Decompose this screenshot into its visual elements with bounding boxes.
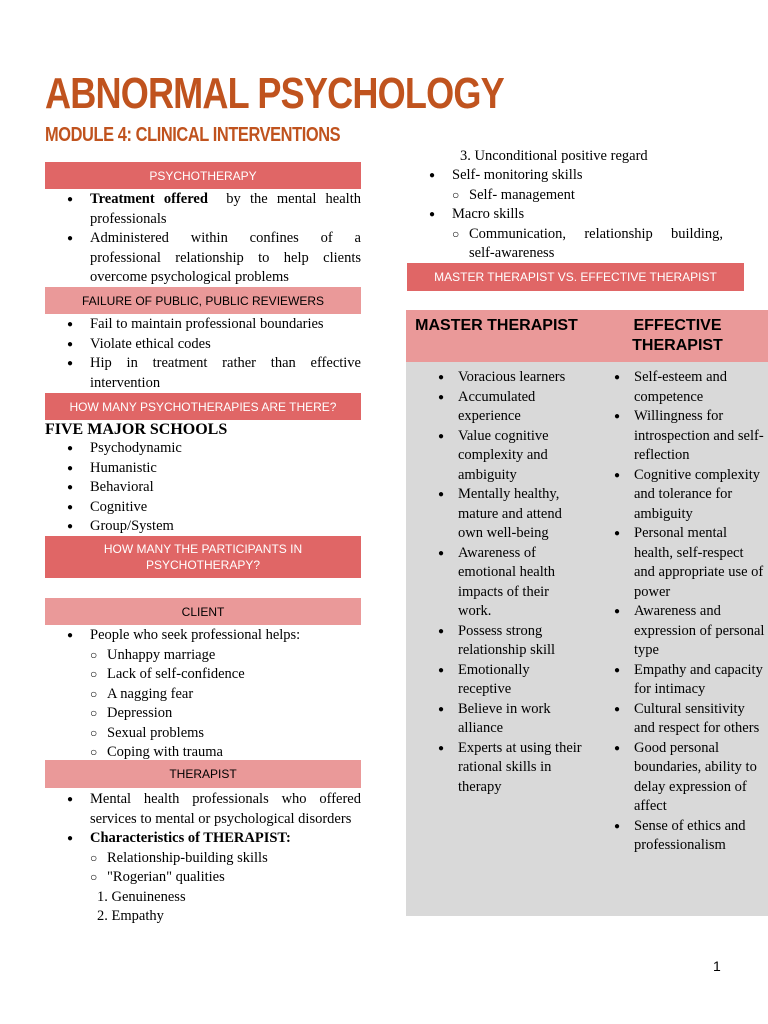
characteristics-sublist	[90, 849, 361, 927]
table-list-item: ● Awareness and expression of personal type	[612, 602, 766, 661]
list-item	[407, 166, 723, 205]
numbered-item: 1. Genuineness	[97, 888, 186, 905]
table-list-item: ● Good personal boundaries, ability to delay expression of affect	[612, 739, 766, 817]
list-item: ● Psychodynamic	[45, 439, 361, 459]
item-text: by the mental health professionals	[90, 191, 361, 227]
list-item: ● Mental health professionals who offered services to mental or psychological disorders	[45, 790, 361, 829]
therapist-list-continued	[407, 166, 723, 264]
client-heading: CLIENT	[45, 598, 361, 625]
table-list-item: ● Experts at using their rational skills in therapy	[436, 739, 586, 798]
item-text: "Rogerian" qualities	[107, 869, 225, 885]
how-many-heading: HOW MANY PSYCHOTHERAPIES ARE THERE?	[45, 393, 361, 420]
sub-item: ○ A nagging fear	[90, 685, 361, 705]
table-list-item: ● Personal mental health, self-respect and appropriate use of power	[612, 524, 766, 602]
table-list-item: ● Cognitive complexity and tolerance for ambiguity	[612, 466, 766, 525]
sub-item: ○ Sexual problems	[90, 724, 361, 744]
item-text: People who seek professional helps:	[90, 627, 301, 643]
table-list-item: ● Mentally healthy, mature and attend own well-being	[436, 485, 586, 544]
table-list-item: ● Believe in work alliance	[436, 700, 586, 739]
effective-therapist-header: EFFECTIVE THERAPIST	[632, 317, 723, 354]
table-list-item: ● Empathy and capacity for intimacy	[612, 661, 766, 700]
client-list	[45, 626, 361, 763]
list-item	[45, 626, 361, 763]
sub-item: ○ Self- management	[452, 186, 723, 206]
sub-item: ○ Relationship-building skills	[90, 849, 361, 869]
sub-item: ○ Communication, relationship building, self-awareness	[452, 225, 723, 264]
sub-item: ○ Lack of self-confidence	[90, 665, 361, 685]
list-item: ● Violate ethical codes	[45, 335, 361, 355]
five-schools-heading: FIVE MAJOR SCHOOLS	[45, 421, 228, 438]
list-item	[45, 829, 361, 927]
item-text: Self- monitoring skills	[452, 167, 583, 183]
numbered-item: 3. Unconditional positive regard	[460, 148, 648, 164]
characteristics-label: Characteristics of THERAPIST:	[90, 830, 291, 846]
table-list-item: ● Voracious learners	[436, 368, 586, 388]
document-title: ABNORMAL PSYCHOLOGY	[45, 69, 504, 118]
comparison-table-body	[406, 362, 768, 916]
list-item: ● Hip in treatment rather than effective intervention	[45, 354, 361, 393]
sub-item: ○ Unhappy marriage	[90, 646, 361, 666]
failure-list	[45, 315, 361, 393]
sublist	[452, 186, 723, 206]
numbered-item: 2. Empathy	[97, 908, 164, 924]
module-subtitle: MODULE 4: CLINICAL INTERVENTIONS	[45, 124, 341, 146]
comparison-heading: MASTER THERAPIST VS. EFFECTIVE THERAPIST	[407, 263, 744, 291]
psychotherapy-list	[45, 190, 361, 288]
failure-heading: FAILURE OF PUBLIC, PUBLIC REVIEWERS	[45, 287, 361, 314]
master-therapist-header: MASTER THERAPIST	[415, 317, 578, 334]
list-item: ● Administered within confines of a professional relationship to help clients overcome psychological problems	[45, 229, 361, 288]
sub-item: ○ Coping with trauma	[90, 743, 361, 763]
table-list-item: ● Self-esteem and competence	[612, 368, 766, 407]
list-item: ● Group/System	[45, 517, 361, 537]
client-sublist	[90, 646, 361, 763]
list-item	[407, 205, 723, 264]
list-item: ● Fail to maintain professional boundaries	[45, 315, 361, 335]
page-number: 1	[713, 958, 721, 974]
list-item: ● Behavioral	[45, 478, 361, 498]
list-item: ● Cognitive	[45, 498, 361, 518]
list-item: ● Humanistic	[45, 459, 361, 479]
effective-therapist-list	[612, 368, 766, 856]
therapist-heading: THERAPIST	[45, 760, 361, 788]
table-list-item: ● Cultural sensitivity and respect for others	[612, 700, 766, 739]
table-list-item: ● Sense of ethics and professionalism	[612, 817, 766, 856]
sublist	[452, 225, 723, 264]
comparison-table-header	[406, 310, 768, 362]
participants-heading: HOW MANY THE PARTICIPANTS IN PSYCHOTHERAPY?	[45, 536, 361, 578]
table-list-item: ● Emotionally receptive	[436, 661, 586, 700]
sub-item: ○ Depression	[90, 704, 361, 724]
list-item	[45, 190, 361, 229]
table-list-item: ● Possess strong relationship skill	[436, 622, 586, 661]
bold-term: Treatment offered	[90, 191, 208, 207]
table-list-item: ● Awareness of emotional health impacts of their work.	[436, 544, 586, 622]
schools-list	[45, 439, 361, 537]
table-list-item: ● Willingness for introspection and self-reflection	[612, 407, 766, 466]
rogerian-list	[97, 888, 361, 927]
therapist-list	[45, 790, 361, 927]
psychotherapy-heading: PSYCHOTHERAPY	[45, 162, 361, 189]
table-list-item: ● Value cognitive complexity and ambiguity	[436, 427, 586, 486]
master-therapist-list	[436, 368, 586, 797]
item-text: Macro skills	[452, 206, 525, 222]
table-list-item: ● Accumulated experience	[436, 388, 586, 427]
sub-item	[90, 868, 361, 927]
